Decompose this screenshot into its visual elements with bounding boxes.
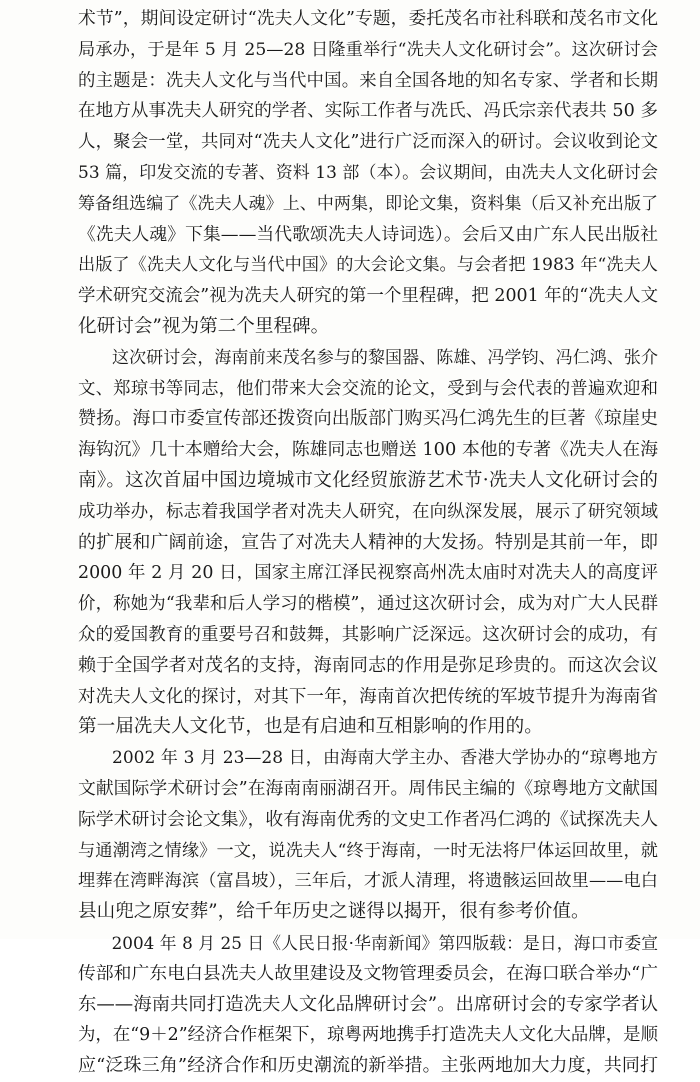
text-line: 局承办，于是年 5 月 25—28 日隆重举行“冼夫人文化研讨会”。这次研讨会 [78,39,658,60]
text-line: 众的爱国教育的重要号召和鼓舞，其影响广泛深远。这次研讨会的成功，有 [78,624,658,645]
text-line: 出版了《冼夫人文化与当代中国》的大会论文集。与会者把 1983 年“冼夫人 [78,255,658,276]
text-line: 文、郑琼书等同志，他们带来大会交流的论文，受到与会代表的普遍欢迎和 [78,378,658,399]
text-line: 筹备组选编了《冼夫人魂》上、中两集，即论文集，资料集（后又补充出版了 [78,193,658,214]
text-line: 文献国际学术研讨会”在海南南丽湖召开。周伟民主编的《琼粤地方文献国 [78,777,658,799]
text-line: 海钩沉》几十本赠给大会，陈雄同志也赠送 100 本他的专著《冼夫人在海 [78,439,658,461]
text-line: 的扩展和广阔前途，宣告了对冼夫人精神的大发扬。特别是其前一年，即 [78,531,658,553]
text-line: 埋葬在湾畔海滨（富昌坡），三年后，才派人清理，将遗骸运回故里——电白 [78,871,658,892]
text-line: 的主题是：冼夫人文化与当代中国。来自全国各地的知名专家、学者和长期 [78,70,658,91]
text-line: 传部和广东电白县冼夫人故里建设及文物管理委员会，在海口联合举办“广 [78,962,658,984]
paragraph-first-line: 这次研讨会，海南前来茂名参与的黎国器、陈雄、冯学钧、冯仁鸿、张介 [112,347,658,368]
text-line: 东——海南共同打造冼夫人文化品牌研讨会”。出席研讨会的专家学者认 [78,993,658,1015]
text-line: 53 篇，印发交流的专著、资料 13 部（本）。会议期间，由冼夫人文化研讨会 [78,162,658,183]
text-line: 南》。这次首届中国边境城市文化经贸旅游艺术节·冼夫人文化研讨会的 [78,469,658,491]
text-line: 县山兜之原安葬”，给千年历史之谜得以揭开，很有参考价值。 [78,901,590,923]
text-line: 学术研究交流会”视为冼夫人研究的第一个里程碑，把 2001 年的“冼夫人文 [78,286,658,307]
text-line: 第一届冼夫人文化节，也是有启迪和互相影响的作用的。 [78,716,543,738]
paragraph-first-line: 2002 年 3 月 23—28 日，由海南大学主办、香港大学协办的“琼粤地方 [112,748,658,769]
text-line: 价，称她为“我辈和后人学习的楷模”，通过这次研讨会，成为对广大人民群 [78,594,658,615]
text-line: 成功举办，标志着我国学者对冼夫人研究，在向纵深发展，展示了研究领域 [78,501,658,522]
text-line: 际学术研讨会论文集》，收有海南优秀的文史工作者冯仁鸿的《试探冼夫人 [78,808,658,830]
body-text [78,4,658,1082]
text-line: 2000 年 2 月 20 日，国家主席江泽民视察高州冼太庙时对冼夫人的高度评 [78,563,658,584]
text-line: 术节”，期间设定研讨“冼夫人文化”专题，委托茂名市社科联和茂名市文化 [78,8,658,29]
paragraph-first-line: 2004 年 8 月 25 日《人民日报·华南新闻》第四版载：是日，海口市委宣 [111,932,658,953]
text-line: 人，聚会一堂，共同对“冼夫人文化”进行广泛而深入的研讨。会议收到论文 [78,132,658,153]
text-line: 对冼夫人文化的探讨，对其下一年，海南首次把传统的军坡节提升为海南省 [78,686,658,707]
text-line: 化研讨会”视为第二个里程碑。 [78,315,330,337]
text-line: 在地方从事冼夫人研究的学者、实际工作者与冼氏、冯氏宗亲代表共 50 多 [78,101,658,122]
text-line: 为，在“9＋2”经济合作框架下，琼粤两地携手打造冼夫人文化大品牌，是顺 [78,1025,658,1046]
text-line: 赞扬。海口市委宣传部还拨资向出版部门购买冯仁鸿先生的巨著《琼崖史 [78,408,658,430]
text-line: 应“泛珠三角”经济合作和历史潮流的新举措。主张两地加大力度，共同打 [78,1055,658,1077]
text-line: 与通潮湾之情缘》一文，说冼夫人“终于海南，一时无法将尸体运回故里，就 [78,840,658,861]
text-line: 赖于全国学者对茂名的支持，海南同志的作用是弥足珍贵的。而这次会议 [78,654,658,676]
text-line: 《冼夫人魂》下集——当代歌颂冼夫人诗词选）。会后又由广东人民出版社 [78,223,658,245]
